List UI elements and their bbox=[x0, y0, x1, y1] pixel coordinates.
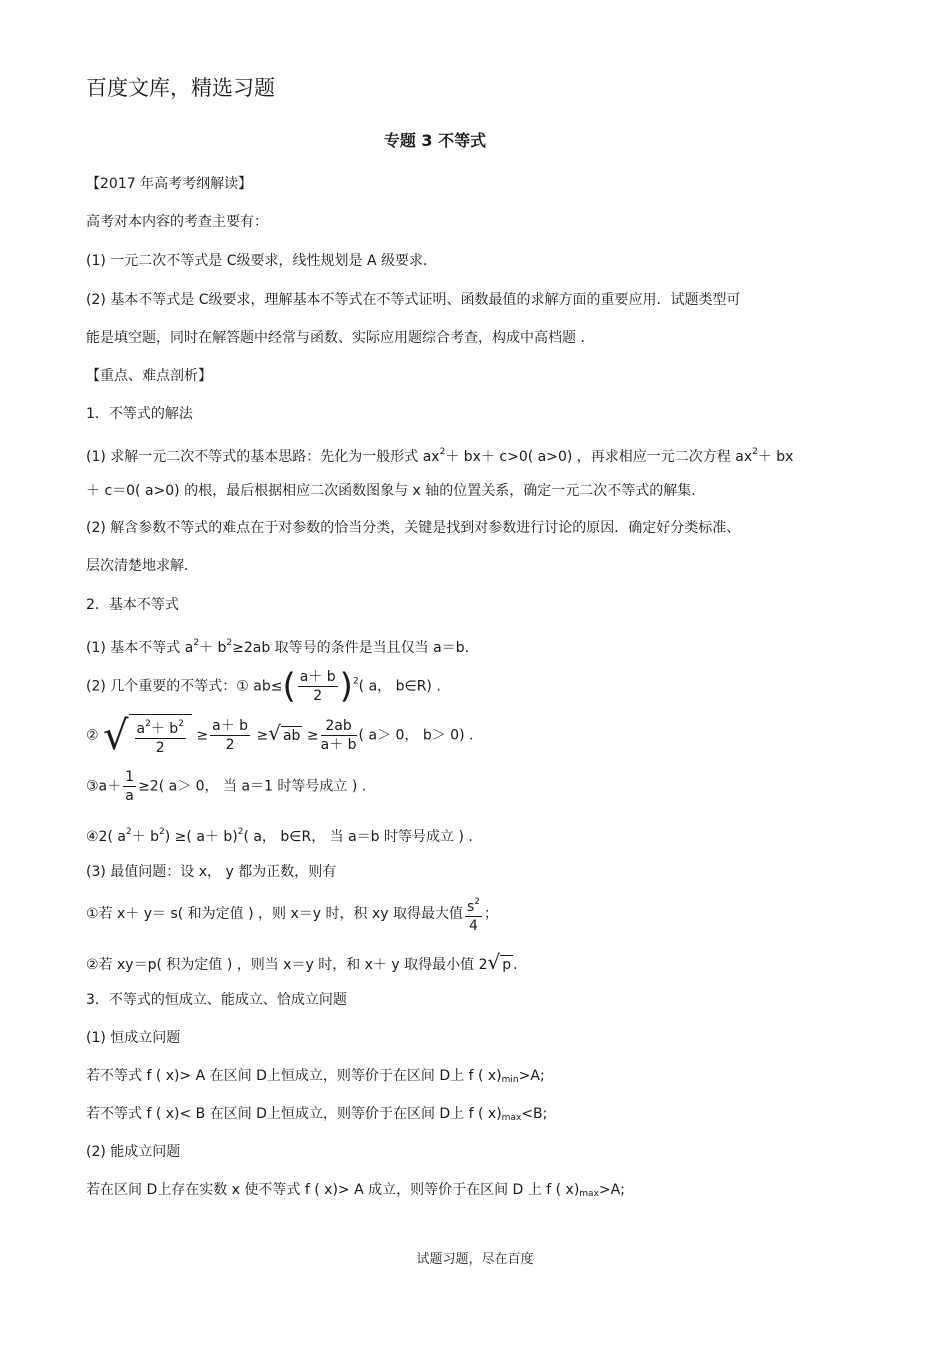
paragraph: 高考对本内容的考查主要有： bbox=[86, 214, 268, 230]
sqrt-symbol: √ bbox=[103, 712, 129, 759]
document-footer: 试题习题，尽在百度 bbox=[416, 1252, 534, 1267]
fraction: $\frac{1}{a}$ bbox=[125, 769, 135, 804]
subsection-heading: 3．不等式的恒成立、能成立、恰成立问题 bbox=[86, 992, 347, 1008]
subsection-heading: 1．不等式的解法 bbox=[86, 406, 193, 422]
section-heading-key-points: 【重点、难点剖析】 bbox=[86, 368, 212, 384]
paragraph: 若不等式 f ( x)< B 在区间 D上恒成立，则等价于在区间 D上 f ( $x)_{max}<B$; bbox=[86, 1106, 548, 1123]
sqrt-symbol: √ bbox=[268, 720, 281, 745]
document-title: 专题 3 不等式 bbox=[383, 131, 487, 150]
paragraph: 若在区间 D上存在实数 x 使不等式 f ( x)> A 成立，则等价于在区间 D 上 f ( $x)_{max}>A$; bbox=[86, 1182, 625, 1199]
paragraph: (1) 求解一元二次不等式的基本思路：先化为一般形式 $ax^2+ bx+ c>0$( a>0) ，再求相应一元二次方程 $ax^2+$ bx bbox=[86, 447, 794, 465]
subsection-heading: 2．基本不等式 bbox=[86, 597, 179, 613]
formula-line: ② √ $\frac{a^2+ b^2}{2}$ ≥ $\frac{a+ b}{2}$ ≥√ ab ≥ $\frac{2ab}{a+ b}$ ( a＞ 0， b＞ 0) . bbox=[86, 712, 474, 759]
section-heading-syllabus: 【2017 年高考考纲解读】 bbox=[86, 176, 253, 192]
paragraph: 能是填空题，同时在解答题中经常与函数、实际应用题综合考查，构成中高档题 ． bbox=[86, 330, 595, 346]
paragraph: (1) 恒成立问题 bbox=[86, 1030, 181, 1046]
paragraph: 层次清楚地求解． bbox=[86, 558, 198, 574]
formula-line: ②若 xy＝p( 积为定值 ) ，则当 x＝y 时，和 x＋ y 取得最小值 2√ p . bbox=[86, 950, 518, 974]
fraction: $\frac{s^2}{4}$ bbox=[465, 893, 482, 935]
document-header: 百度文库，精选习题 bbox=[86, 76, 275, 100]
formula-line: (2) 几个重要的不等式：① ab≤( $\frac{a+ b}{2}$ )$^2$( a， b∈R) . bbox=[86, 666, 441, 707]
formula-line: ①若 x＋ y＝ s( 和为定值 ) ，则 x＝y 时，积 xy 取得最大值 $\frac{s^2}{4}$ ； bbox=[86, 893, 498, 935]
paragraph: (2) 能成立问题 bbox=[86, 1144, 181, 1160]
fraction: $\frac{a+ b}{2}$ bbox=[299, 669, 336, 704]
paragraph: (2) 解含参数不等式的难点在于对参数的恰当分类，关键是找到对参数进行讨论的原因．确定好分类标准、 bbox=[86, 520, 741, 536]
formula-line: (1) 基本不等式 $a^2+ b^2\ge 2ab$ 取等号的条件是当且仅当 a＝b. bbox=[86, 638, 470, 656]
fraction: $\frac{a^2+ b^2}{2}$ bbox=[135, 715, 186, 757]
paragraph: 若不等式 f ( x)> A 在区间 D上恒成立，则等价于在区间 D上 f ( $x)_{min}>A$; bbox=[86, 1068, 545, 1085]
paragraph: ＋ c＝0( a>0) 的根，最后根据相应二次函数图象与 x 轴的位置关系，确定一元二次不等式的解集． bbox=[86, 483, 706, 499]
fraction: $\frac{2ab}{a+ b}$ bbox=[320, 718, 357, 753]
paragraph: (3) 最值问题：设 x， y 都为正数，则有 bbox=[86, 864, 337, 880]
sqrt-symbol: √ bbox=[487, 950, 501, 974]
formula-line: ③a＋ $\frac{1}{a}$ ≥2( a＞ 0， 当 a＝1 时等号成立 ) . bbox=[86, 769, 367, 804]
formula-line: ④2( $a^2+ b^2$) ≥( a＋ b)$^2$( a， b∈R， 当 a＝b 时等号成立 ) . bbox=[86, 827, 473, 845]
fraction: $\frac{a+ b}{2}$ bbox=[212, 718, 249, 753]
paragraph: (2) 基本不等式是 C级要求，理解基本不等式在不等式证明、函数最值的求解方面的重要应用．试题类型可 bbox=[86, 292, 741, 308]
paragraph: (1) 一元二次不等式是 C级要求，线性规划是 A 级要求． bbox=[86, 253, 437, 269]
